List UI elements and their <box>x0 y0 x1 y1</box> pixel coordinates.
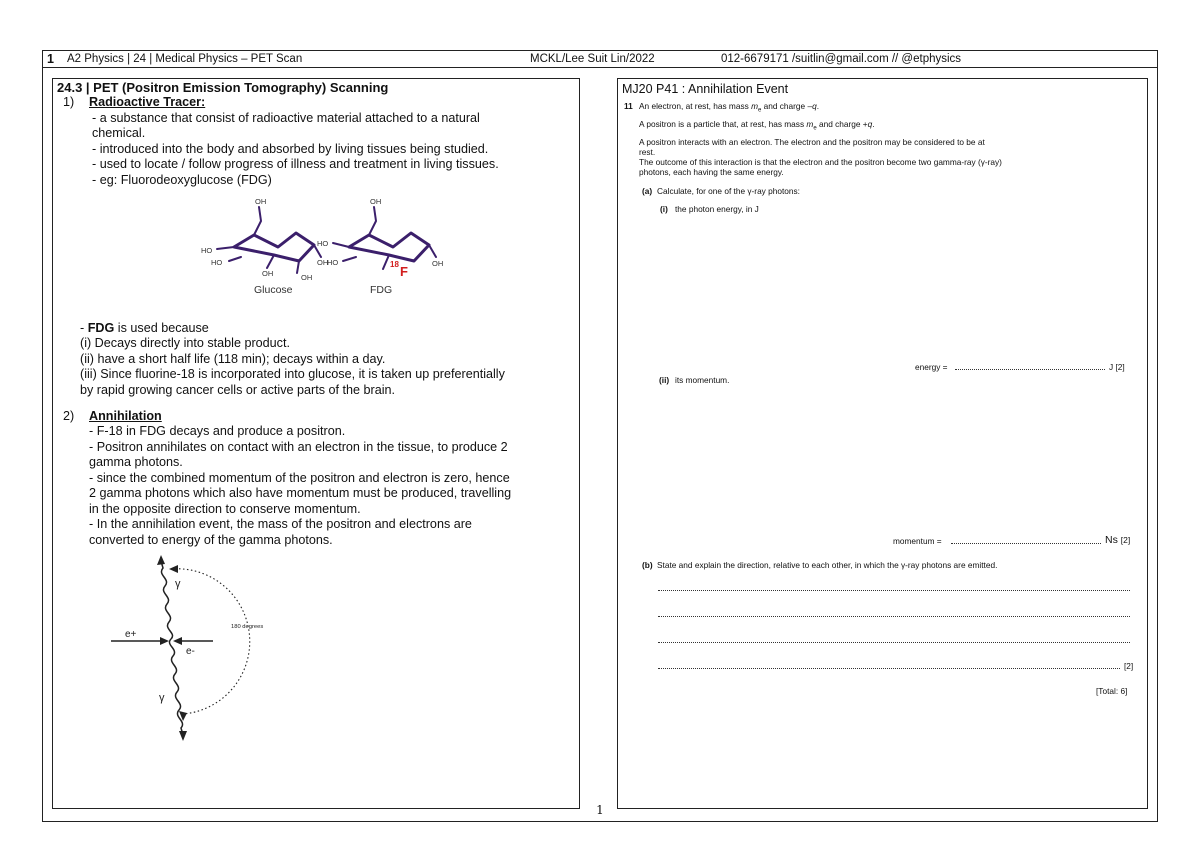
header-title: A2 Physics | 24 | Medical Physics – PET Scan <box>67 53 303 65</box>
part-b-marks: [2] <box>1124 661 1134 671</box>
part-b-answer-line[interactable] <box>658 668 1120 669</box>
positron-label: e+ <box>125 629 137 640</box>
gamma-label-bottom: γ <box>159 692 165 704</box>
electron-label: e- <box>186 646 195 657</box>
tracer-line: chemical. <box>92 126 146 140</box>
question-paragraph-line: The outcome of this interaction is that the electron and the positron become two gamma-ray (γ-ray) <box>639 157 1002 167</box>
energy-answer-line[interactable] <box>955 369 1105 370</box>
oh-label: OH <box>432 259 444 268</box>
header-contact: 012-6679171 /suitlin@gmail.com // @etphysics <box>721 53 962 65</box>
part-b-answer-line[interactable] <box>658 642 1130 643</box>
footer-page-number: 1 <box>596 803 604 817</box>
question-line: A positron is a particle that, at rest, has mass $m_e$ and charge +q. <box>639 119 875 132</box>
gamma-label-top: γ <box>175 578 181 590</box>
exam-question-panel <box>617 78 1148 809</box>
part-b-answer-line[interactable] <box>658 590 1130 591</box>
energy-unit: J [2] <box>1109 362 1125 372</box>
total-marks: [Total: 6] <box>1096 686 1128 696</box>
part-ai-label: (i) <box>660 204 668 214</box>
part-b-answer-line[interactable] <box>658 616 1130 617</box>
question-paragraph-line: photons, each having the same energy. <box>639 167 784 177</box>
part-a-label: (a) <box>642 186 653 196</box>
annihilation-line: - Positron annihilates on contact with an electron in the tissue, to produce 2 <box>89 440 508 454</box>
oh-label: OH <box>301 273 313 282</box>
glucose-label: Glucose <box>254 284 293 296</box>
worksheet-page <box>42 50 1158 822</box>
question-number: 11 <box>624 101 633 111</box>
item2-heading: Annihilation <box>89 409 162 423</box>
annihilation-line: - In the annihilation event, the mass of the positron and electrons are <box>89 517 472 531</box>
page-header <box>43 51 1157 68</box>
annihilation-line: 2 gamma photons which also have momentum must be produced, travelling <box>89 486 512 500</box>
oh-label: OH <box>262 269 274 278</box>
fluorine-symbol: F <box>400 264 408 279</box>
header-page-number: 1 <box>47 52 54 66</box>
fdg-reason-line: (iii) Since fluorine-18 is incorporated into glucose, it is taken up preferentially <box>80 367 505 381</box>
annihilation-line: gamma photons. <box>89 455 183 469</box>
section-title: 24.3 | PET (Positron Emission Tomography) Scanning <box>57 80 389 95</box>
annihilation-line: - since the combined momentum of the positron and electron is zero, hence <box>89 471 510 485</box>
oh-label: OH <box>317 258 329 267</box>
fdg-reason-line: (ii) have a short half life (118 min); decays within a day. <box>80 352 386 366</box>
ho-label: HO <box>317 239 329 248</box>
tracer-line: - eg: Fluorodeoxyglucose (FDG) <box>92 173 272 187</box>
glucose-fdg-figure <box>201 189 451 305</box>
energy-answer-label: energy = <box>915 362 948 372</box>
fdg-label: FDG <box>370 284 393 296</box>
fdg-reason-heading: - FDG is used because <box>80 321 209 335</box>
part-a-text: Calculate, for one of the γ-ray photons: <box>657 186 800 196</box>
oh-label: OH <box>370 197 382 206</box>
tracer-line: - introduced into the body and absorbed by living tissues being studied. <box>92 142 489 156</box>
question-line: An electron, at rest, has mass $m_e$ and charge –q. <box>639 101 820 114</box>
angle-label: 180 degrees <box>231 624 264 630</box>
part-ai-text: the photon energy, in J <box>675 204 759 214</box>
tracer-line: - used to locate / follow progress of illness and treatment in living tissues. <box>92 157 499 171</box>
item1-heading: Radioactive Tracer: <box>89 95 206 109</box>
part-aii-text: its momentum. <box>675 375 730 385</box>
oh-label: OH <box>255 197 267 206</box>
question-paragraph-line: rest. <box>639 147 656 157</box>
annihilation-line: converted to energy of the gamma photons. <box>89 533 333 547</box>
question-paragraph-line: A positron interacts with an electron. The electron and the positron may be considered to be at <box>639 137 985 147</box>
annihilation-diagram <box>83 551 283 751</box>
part-aii-label: (ii) <box>659 375 670 385</box>
momentum-answer-line[interactable] <box>951 543 1101 544</box>
ho-label: HO <box>211 258 223 267</box>
item2-number: 2) <box>63 409 75 423</box>
header-author: MCKL/Lee Suit Lin/2022 <box>530 53 655 65</box>
item1-number: 1) <box>63 95 75 109</box>
part-b-label: (b) <box>642 560 653 570</box>
f18-mass-number: 18 <box>390 260 399 269</box>
annihilation-line: - F-18 in FDG decays and produce a positron. <box>89 424 346 438</box>
ho-label: HO <box>327 258 339 267</box>
notes-panel <box>52 78 580 809</box>
ho-label: HO <box>201 246 213 255</box>
fdg-reason-line: (i) Decays directly into stable product. <box>80 336 290 350</box>
part-b-text: State and explain the direction, relative to each other, in which the γ-ray photons are emitted. <box>657 560 998 570</box>
momentum-answer-label: momentum = <box>893 536 942 546</box>
momentum-unit: Ns [2] <box>1105 534 1131 546</box>
question-source-title: MJ20 P41 : Annihilation Event <box>622 82 789 96</box>
annihilation-line: in the opposite direction to conserve momentum. <box>89 502 361 516</box>
tracer-line: - a substance that consist of radioactive material attached to a natural <box>92 111 480 125</box>
fdg-reason-line: by rapid growing cancer cells or active parts of the brain. <box>80 383 395 397</box>
